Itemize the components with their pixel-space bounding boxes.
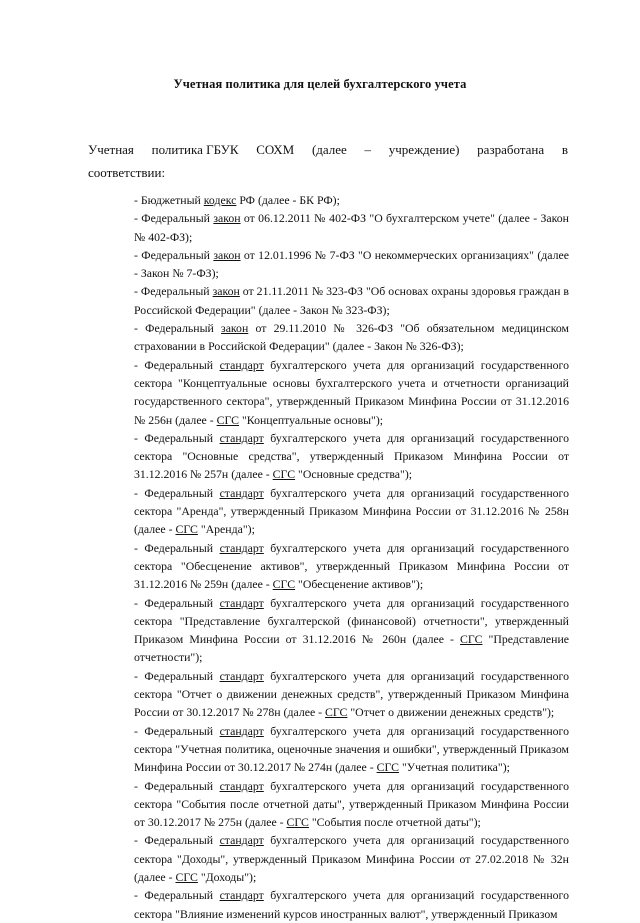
item-text: бухгалтерского учета для организаций государственного сектора "Отчет о движении денежных средств", утвержденный Приказом Минфина России от 30.12.2017 № 278н (далее -	[134, 668, 569, 720]
item-text: - Федеральный	[134, 357, 220, 372]
item-text: бухгалтерского учета для организаций государственного сектора "Представление бухгалтерской (финансовой) отчетности", утвержденный Приказом Минфина России от 31.12.2016 № 260н (далее -	[134, 595, 569, 647]
legal-basis-item	[134, 594, 569, 667]
law-reference-link[interactable]: кодекс	[203, 193, 237, 207]
item-text: - Федеральный	[134, 211, 214, 226]
intro-word: (далее	[311, 142, 347, 157]
law-reference-link[interactable]: стандарт	[219, 485, 264, 500]
law-reference-link[interactable]: закон	[212, 284, 240, 299]
legal-basis-item	[134, 667, 569, 722]
item-text: "Представление отчетности");	[134, 632, 569, 665]
document-title: Учетная политика для целей бухгалтерского учета	[173, 77, 467, 91]
law-reference-link[interactable]: закон	[213, 211, 241, 226]
intro-word: –	[364, 142, 372, 157]
intro-line-1	[88, 138, 568, 161]
legal-basis-item	[134, 831, 569, 886]
legal-basis-item	[134, 777, 569, 832]
standard-reference-link[interactable]: СГС	[325, 705, 348, 720]
law-reference-link[interactable]: стандарт	[219, 778, 264, 793]
standard-reference-link[interactable]: СГС	[286, 815, 309, 830]
item-text: - Федеральный	[134, 668, 220, 683]
item-text: "Концептуальные основы");	[239, 412, 384, 427]
item-text: "Доходы");	[197, 869, 257, 884]
item-text: от 06.12.2011 № 402-ФЗ "О бухгалтерском учете" (далее - Закон № 402-ФЗ);	[134, 211, 569, 244]
item-text: РФ (далее - БК РФ);	[236, 193, 340, 207]
item-text: "Учетная политика");	[399, 760, 510, 775]
item-text: бухгалтерского учета для организаций государственного сектора "Основные средства", утвержденный Приказом Минфина России от 31.12.2016 № 257н (далее -	[134, 430, 569, 482]
item-text: "Обесценение активов");	[295, 577, 424, 592]
item-text: "Аренда");	[197, 522, 255, 537]
intro-word: Учетная	[88, 142, 134, 157]
intro-word: СОХМ	[256, 142, 295, 157]
legal-basis-item	[134, 539, 569, 594]
item-text: - Федеральный	[134, 778, 220, 793]
law-reference-link[interactable]: стандарт	[219, 723, 264, 738]
item-text: - Федеральный	[134, 485, 220, 500]
law-reference-link[interactable]: стандарт	[219, 430, 264, 445]
item-text: "Основные средства");	[295, 467, 413, 482]
legal-basis-item	[134, 246, 569, 283]
legal-basis-item	[134, 209, 569, 246]
legal-basis-item	[134, 319, 569, 356]
item-text: бухгалтерского учета для организаций государственного сектора "События после отчетной даты", утвержденный Приказом Минфина России от 30.12.2017 № 275н (далее -	[134, 778, 569, 830]
legal-basis-item	[134, 356, 569, 429]
item-text: бухгалтерского учета для организаций государственного сектора "Доходы", утвержденный Приказом Минфина России от 27.02.2018 № 32н (далее -	[134, 833, 569, 884]
standard-reference-link[interactable]: СГС	[175, 522, 198, 537]
law-reference-link[interactable]: закон	[221, 321, 249, 336]
law-reference-link[interactable]: стандарт	[219, 540, 264, 555]
legal-basis-item	[134, 282, 569, 319]
item-text: - Федеральный	[134, 430, 220, 445]
law-reference-link[interactable]: стандарт	[219, 357, 264, 372]
intro-paragraph	[88, 138, 568, 184]
standard-reference-link[interactable]: СГС	[460, 632, 483, 647]
item-text: от 21.11.2011 № 323-ФЗ "Об основах охраны здоровья граждан в Российской Федерации" (далее - Закон № 323-ФЗ);	[134, 284, 569, 317]
intro-line-2: соответствии:	[88, 165, 166, 180]
law-reference-link[interactable]: стандарт	[219, 595, 264, 610]
intro-word: политика ГБУК	[151, 142, 239, 157]
law-reference-link[interactable]: стандарт	[219, 668, 264, 683]
standard-reference-link[interactable]: СГС	[376, 760, 399, 775]
legal-basis-item	[134, 722, 569, 777]
intro-word: учреждение)	[388, 142, 460, 157]
standard-reference-link[interactable]: СГС	[272, 467, 296, 482]
item-text: - Федеральный	[134, 833, 220, 848]
item-text: бухгалтерского учета для организаций государственного сектора "Учетная политика, оценочные значения и ошибки", утвержденный Приказом Минфина России от 30.12.2017 № 274н (далее -	[134, 723, 569, 775]
item-text: - Федеральный	[134, 321, 222, 336]
item-text: бухгалтерского учета для организаций государственного сектора "Аренда", утвержденный Приказом Минфина России от 31.12.2016 № 258н (далее -	[134, 485, 569, 537]
standard-reference-link[interactable]: СГС	[175, 869, 198, 884]
item-text: - Федеральный	[134, 284, 213, 299]
item-text: - Федеральный	[134, 723, 220, 738]
intro-word: разработана	[477, 142, 545, 157]
item-text: "События после отчетной даты");	[308, 815, 481, 830]
item-text: - Федеральный	[134, 888, 220, 903]
law-reference-link[interactable]: закон	[213, 247, 241, 262]
item-text: от 12.01.1996 № 7-ФЗ "О некоммерческих организациях" (далее - Закон № 7-ФЗ);	[134, 247, 569, 281]
law-reference-link[interactable]: стандарт	[219, 833, 264, 848]
item-text: - Федеральный	[134, 595, 220, 610]
item-text: - Бюджетный	[134, 193, 204, 207]
legal-basis-list	[134, 191, 569, 923]
item-text: - Федеральный	[134, 540, 220, 555]
law-reference-link[interactable]: стандарт	[219, 888, 264, 903]
item-text: бухгалтерского учета для организаций государственного сектора "Влияние изменений курсов иностранных валют", утвержденный Приказом	[134, 888, 569, 921]
legal-basis-item	[134, 484, 569, 539]
item-text: "Отчет о движении денежных средств");	[347, 705, 555, 720]
item-text: - Федеральный	[134, 247, 214, 262]
item-text: бухгалтерского учета для организаций государственного сектора "Обесценение активов", утвержденный Приказом Минфина России от 31.12.2016 № 259н (далее -	[134, 540, 569, 592]
legal-basis-item	[134, 191, 569, 209]
item-text: от 29.11.2010 № 326-ФЗ "Об обязательном медицинском страховании в Российской Федерации" (далее - Закон № 326-ФЗ);	[134, 321, 569, 354]
item-text: бухгалтерского учета для организаций государственного сектора "Концептуальные основы бухгалтерского учета и отчетности организаций государственного сектора", утвержденный Приказом Минфина России от 31.12.2016 № 256н (далее -	[134, 357, 569, 427]
legal-basis-item	[134, 429, 569, 484]
standard-reference-link[interactable]: СГС	[272, 577, 296, 592]
intro-word: в	[561, 142, 568, 157]
standard-reference-link[interactable]: СГС	[216, 412, 240, 427]
